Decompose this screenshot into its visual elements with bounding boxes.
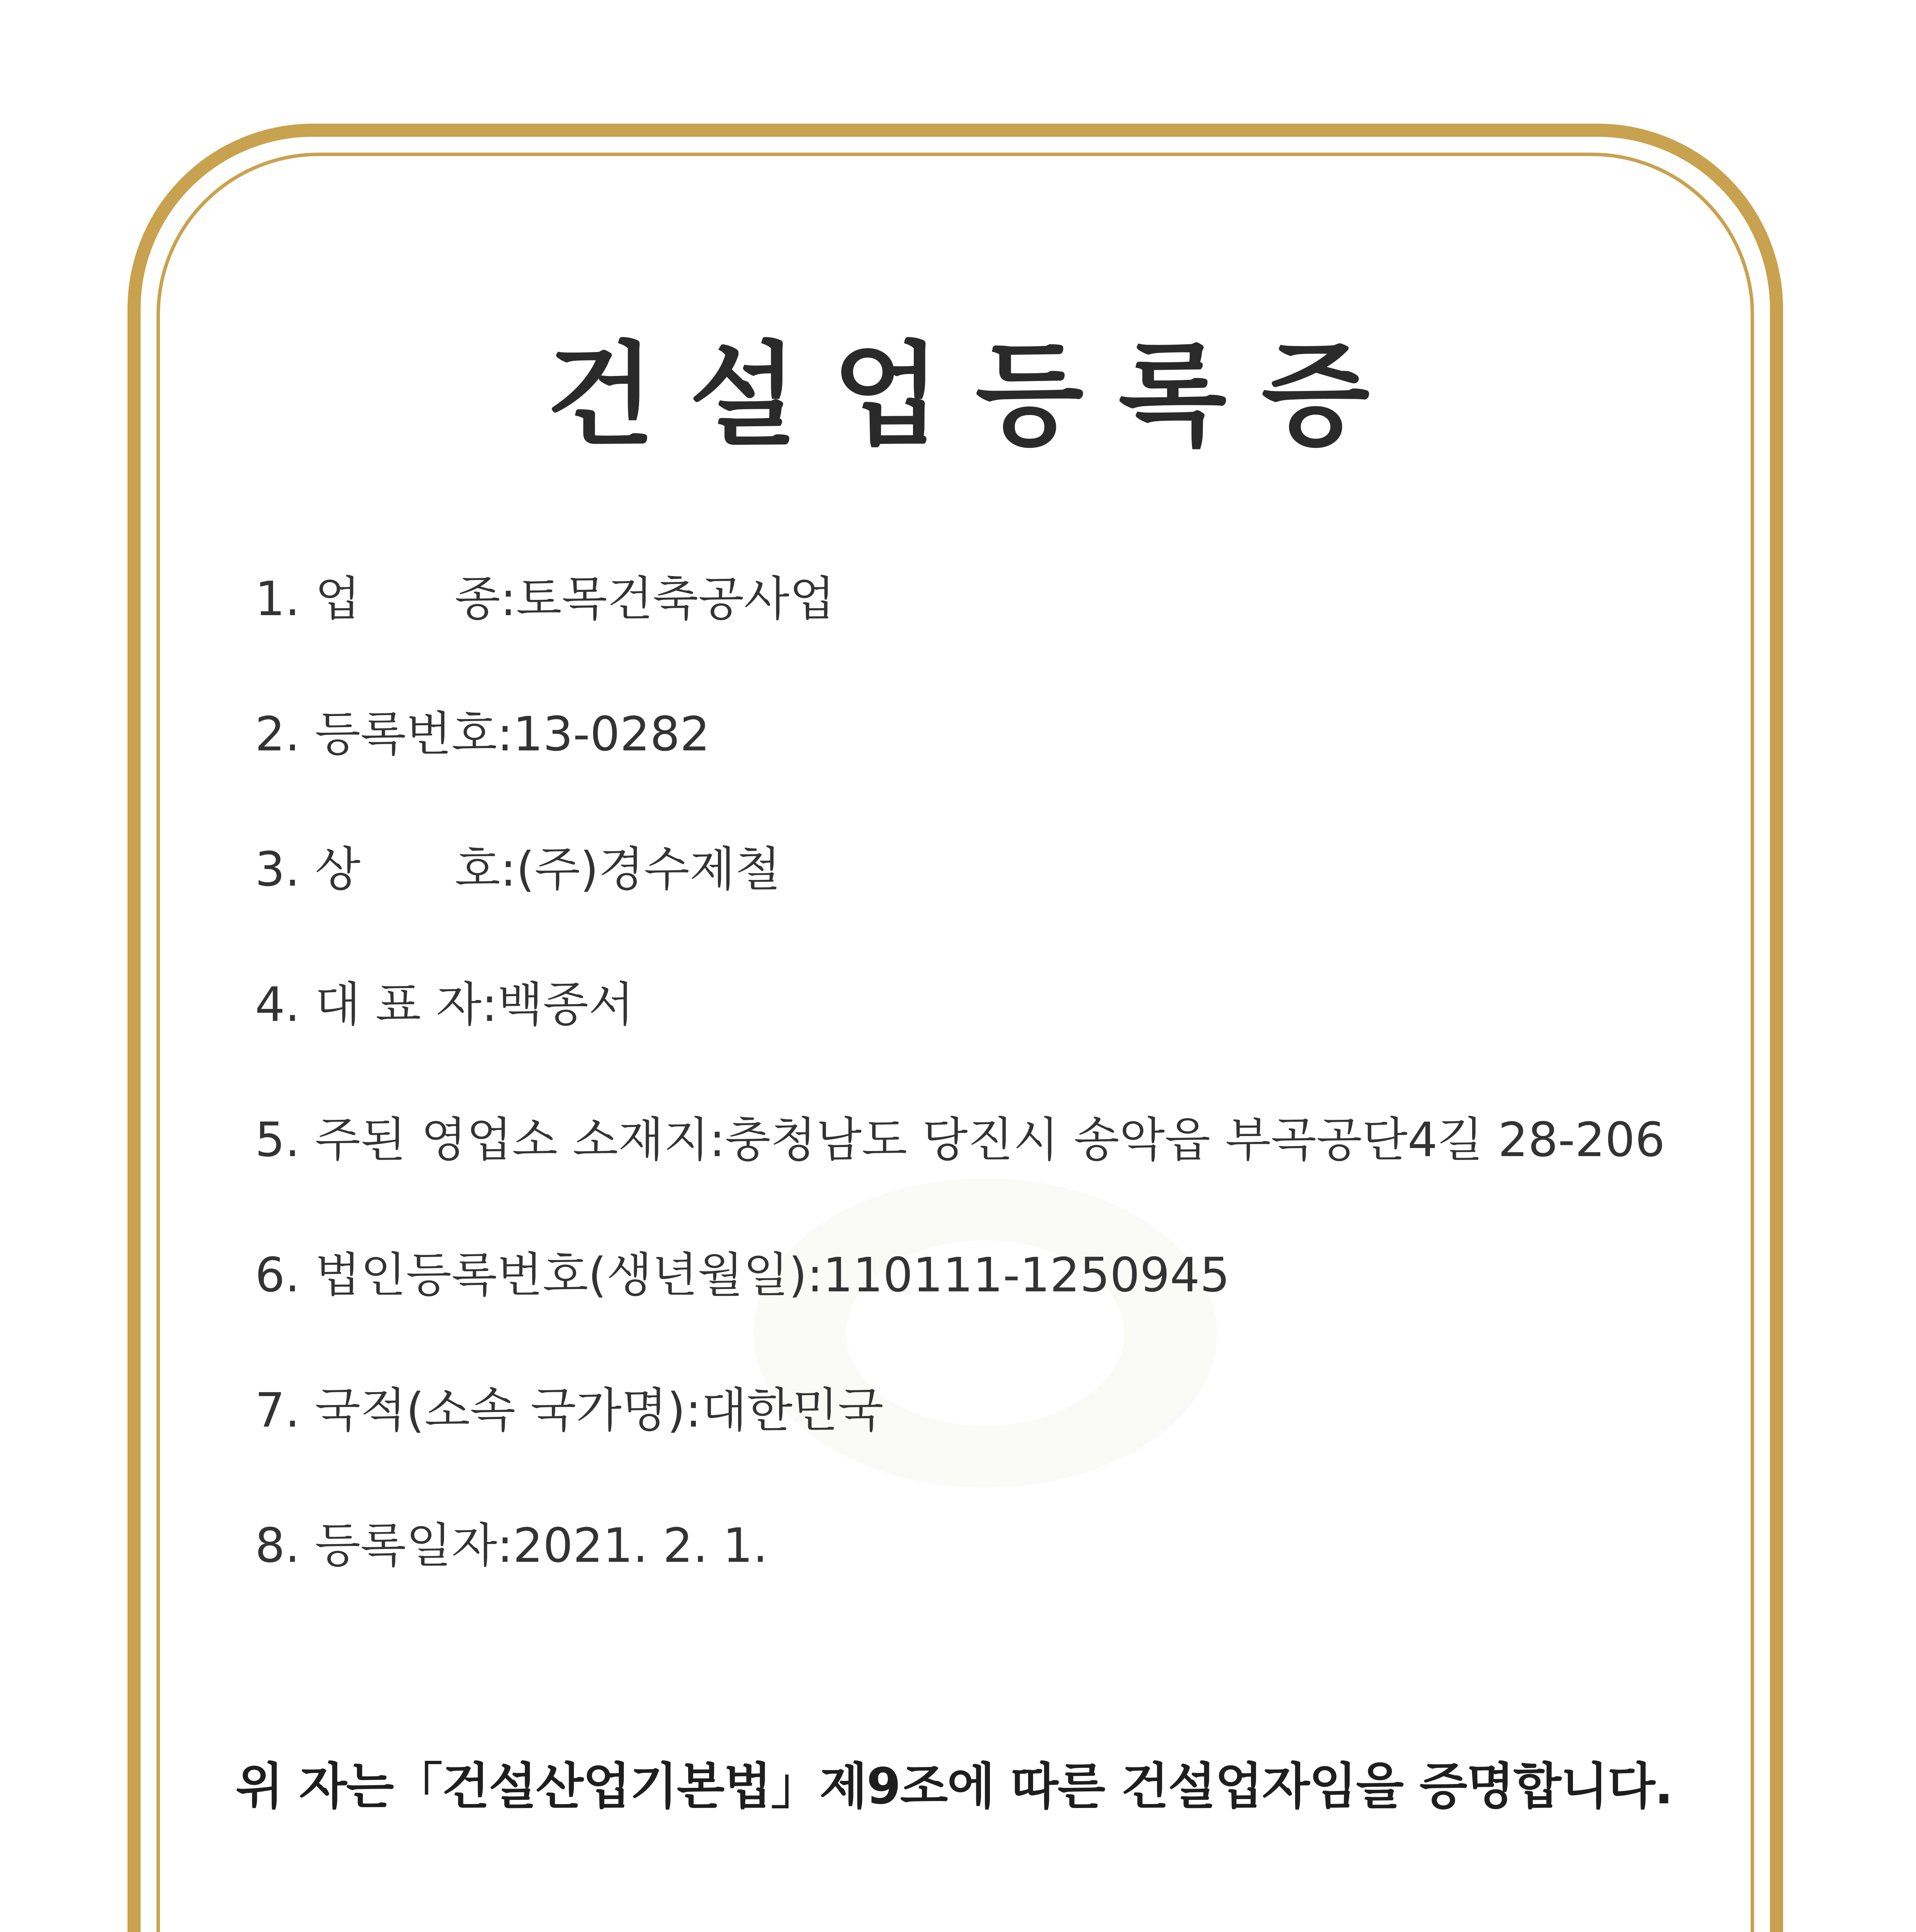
certification-statement: 위 자는「건설산업기본법」제9조에 따른 건설업자임을 증명합니다. [236, 1758, 1673, 1815]
item-separator: : [500, 842, 516, 897]
item-label: 6. 법인등록번호(생년월일) [255, 1248, 807, 1303]
item-value: 2021. 2. 1. [513, 1518, 768, 1573]
item-registration-number [255, 696, 1723, 831]
item-value: 110111-1250945 [823, 1248, 1230, 1303]
item-separator: : [807, 1248, 823, 1303]
item-value: 백종서 [497, 977, 634, 1032]
item-label: 7. 국적(소속 국가명) [255, 1383, 686, 1438]
item-label: 2. 등록번호 [255, 707, 497, 762]
certificate-items [255, 560, 1723, 1642]
item-label: 5. 주된 영업소 소재지 [255, 1112, 709, 1167]
item-value: 13-0282 [513, 707, 710, 762]
item-registration-date [255, 1507, 1723, 1642]
item-separator: : [497, 707, 513, 762]
item-representative [255, 966, 1723, 1101]
item-office-address [255, 1101, 1723, 1236]
item-business-type [255, 560, 1723, 696]
item-label: 4. 대 표 자 [255, 977, 482, 1032]
item-corporate-number [255, 1236, 1723, 1372]
item-nationality [255, 1372, 1723, 1507]
item-separator: : [709, 1112, 725, 1167]
certificate-title: 건설업등록증 [546, 331, 1404, 461]
item-separator: : [497, 1518, 513, 1573]
item-label: 8. 등록일자 [255, 1518, 497, 1573]
item-value: (주)경수제철 [516, 842, 781, 897]
item-value: 토목건축공사업 [516, 571, 835, 626]
item-label: 3. 상 호 [255, 842, 500, 897]
item-separator: : [481, 977, 498, 1032]
item-separator: : [500, 571, 516, 626]
item-value: 대한민국 [701, 1383, 884, 1438]
item-label: 1. 업 종 [255, 571, 500, 626]
item-value: 충청남도 당진시 송악읍 부곡공단4길 28-206 [725, 1112, 1665, 1167]
item-separator: : [685, 1383, 702, 1438]
item-company-name [255, 831, 1723, 966]
